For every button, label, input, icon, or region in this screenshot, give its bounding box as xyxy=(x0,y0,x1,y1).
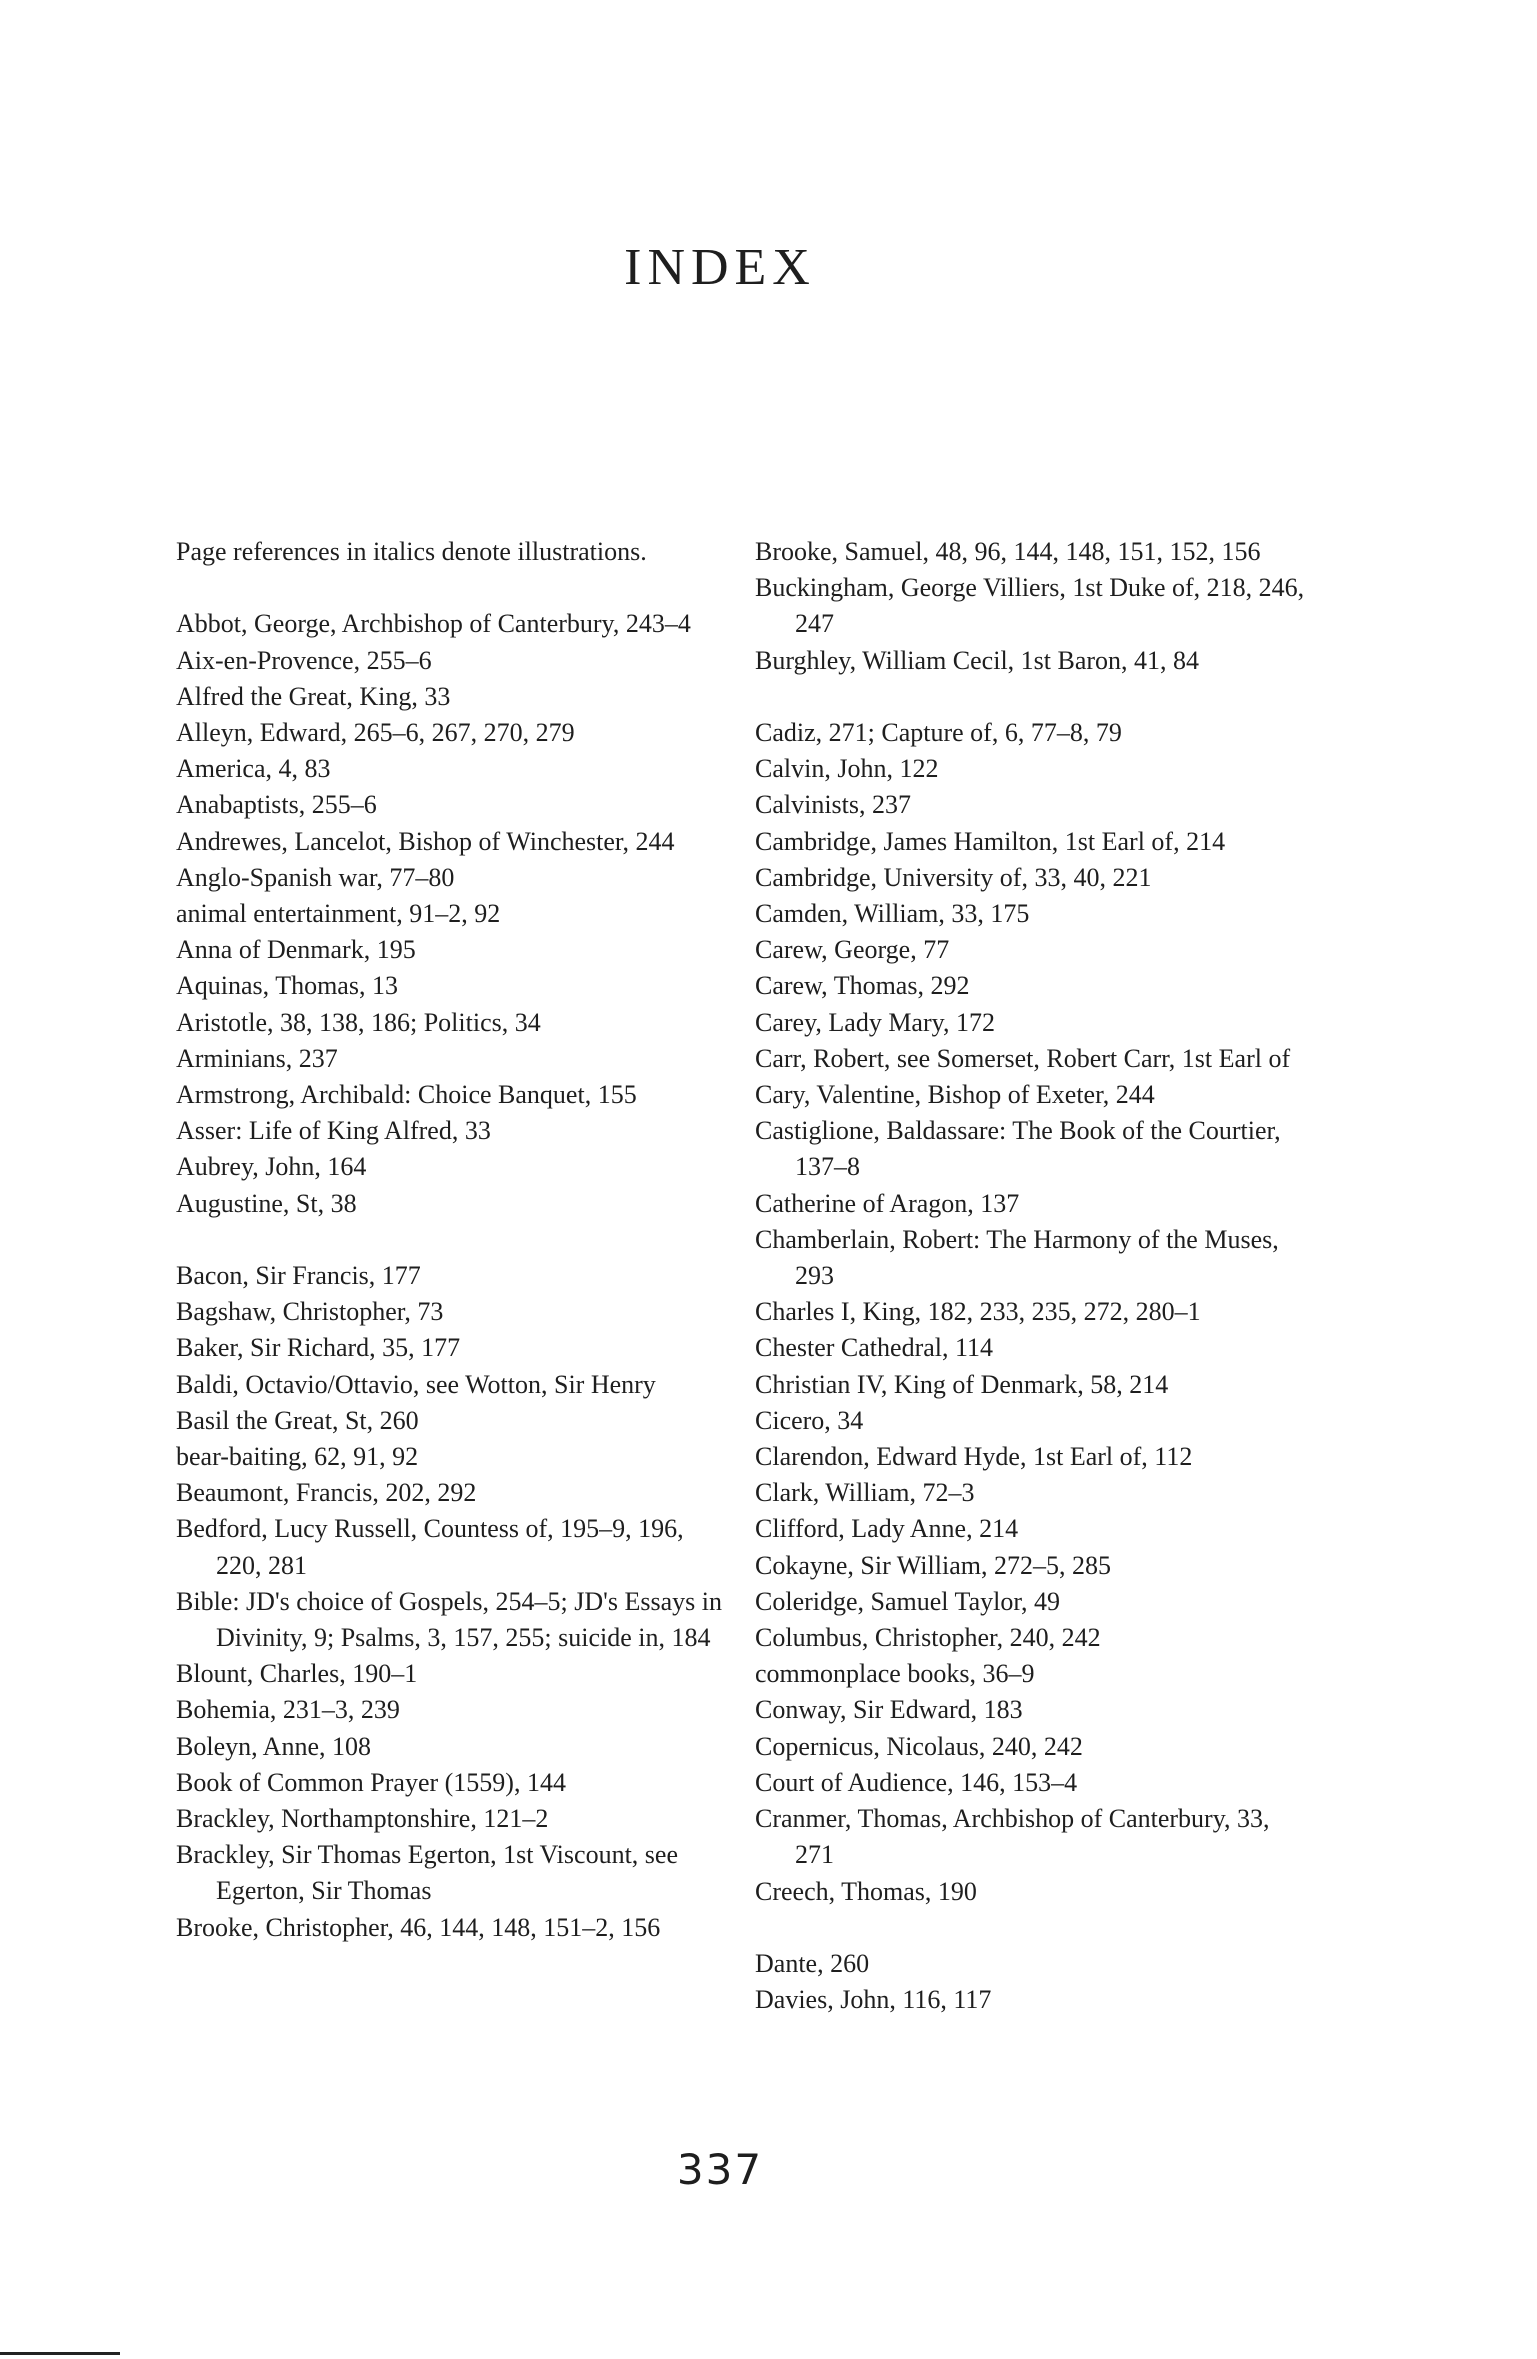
index-entry: Carew, George, 77 xyxy=(755,935,950,965)
index-entry: Bacon, Sir Francis, 177 xyxy=(176,1261,421,1291)
index-entry: Cambridge, University of, 33, 40, 221 xyxy=(755,862,1152,892)
index-entry: animal entertainment, 91–2, 92 xyxy=(176,899,501,929)
index-entry: commonplace books, 36–9 xyxy=(755,1659,1035,1689)
index-entry: Aubrey, John, 164 xyxy=(176,1152,367,1182)
index-entry: Augustine, St, 38 xyxy=(176,1188,357,1218)
index-entry: Cary, Valentine, Bishop of Exeter, 244 xyxy=(755,1080,1155,1110)
index-section-b xyxy=(176,1258,726,1946)
index-entry: Calvin, John, 122 xyxy=(755,754,939,784)
index-entry: Court of Audience, 146, 153–4 xyxy=(755,1767,1078,1797)
index-entry: Cadiz, 271; Capture of, 6, 77–8, 79 xyxy=(755,718,1122,747)
index-entry: Aristotle, 38, 138, 186; Politics, 34 xyxy=(176,1007,541,1037)
index-entry: Alleyn, Edward, 265–6, 267, 270, 279 xyxy=(176,718,575,747)
index-entry: Creech, Thomas, 190 xyxy=(755,1876,977,1906)
index-entry: Castiglione, Baldassare: The Book of the Courtier, 137–8 xyxy=(755,1116,1281,1182)
index-entry: Chester Cathedral, 114 xyxy=(755,1333,994,1363)
index-entry: Chamberlain, Robert: The Harmony of the Muses, 293 xyxy=(755,1224,1279,1291)
index-entry: Burghley, William Cecil, 1st Baron, 41, 84 xyxy=(755,645,1200,675)
section-gap xyxy=(755,1910,1315,1946)
index-entry: Armstrong, Archibald: Choice Banquet, 155 xyxy=(176,1080,637,1110)
index-entry: America, 4, 83 xyxy=(176,754,331,784)
index-entry: Bedford, Lucy Russell, Countess of, 195–9, 196, 220, 281 xyxy=(176,1514,684,1580)
index-entry: Cicero, 34 xyxy=(755,1405,864,1435)
index-entry: Copernicus, Nicolaus, 240, 242 xyxy=(755,1731,1083,1761)
index-entry: Clark, William, 72–3 xyxy=(755,1478,975,1508)
index-entry: Brackley, Sir Thomas Egerton, 1st Viscount, see Egerton, Sir Thomas xyxy=(176,1840,678,1906)
index-section-a xyxy=(176,606,726,1221)
index-entry: Abbot, George, Archbishop of Canterbury, 243–4 xyxy=(176,609,691,639)
index-entry: Cokayne, Sir William, 272–5, 285 xyxy=(755,1550,1111,1580)
index-entry: Bagshaw, Christopher, 73 xyxy=(176,1297,444,1327)
index-entry: Book of Common Prayer (1559), 144 xyxy=(176,1767,566,1797)
index-entry: Cranmer, Thomas, Archbishop of Canterbury, 33, 271 xyxy=(755,1804,1270,1870)
index-entry: Boleyn, Anne, 108 xyxy=(176,1731,371,1761)
index-entry: Beaumont, Francis, 202, 292 xyxy=(176,1478,477,1508)
section-gap xyxy=(755,679,1315,715)
index-entry: Buckingham, George Villiers, 1st Duke of, 218, 246, 247 xyxy=(755,573,1305,639)
index-entry: Columbus, Christopher, 240, 242 xyxy=(755,1623,1101,1653)
index-entry: Coleridge, Samuel Taylor, 49 xyxy=(755,1586,1060,1616)
index-entry: Basil the Great, St, 260 xyxy=(176,1405,419,1435)
section-gap xyxy=(176,570,726,606)
index-entry: Clifford, Lady Anne, 214 xyxy=(755,1514,1019,1544)
index-entry: Bohemia, 231–3, 239 xyxy=(176,1695,400,1725)
index-entry: Aquinas, Thomas, 13 xyxy=(176,971,398,1001)
index-entry: Baldi, Octavio/Ottavio, see Wotton, Sir Henry xyxy=(176,1369,656,1399)
index-section-d xyxy=(755,1946,1315,2018)
scan-edge-line xyxy=(0,2352,120,2355)
index-entry: Carr, Robert, see Somerset, Robert Carr, 1st Earl of xyxy=(755,1043,1291,1073)
index-entry: Brackley, Northamptonshire, 121–2 xyxy=(176,1804,549,1834)
index-column-left xyxy=(176,534,726,1946)
index-entry: Clarendon, Edward Hyde, 1st Earl of, 112 xyxy=(755,1442,1193,1472)
index-column-right xyxy=(755,534,1315,2018)
index-entry: Conway, Sir Edward, 183 xyxy=(755,1695,1023,1725)
index-entry: Asser: Life of King Alfred, 33 xyxy=(176,1116,491,1146)
index-entry: Blount, Charles, 190–1 xyxy=(176,1659,418,1689)
index-intro-note: Page references in italics denote illustrations. xyxy=(176,537,647,566)
index-entry: Anabaptists, 255–6 xyxy=(176,790,377,820)
index-entry: Charles I, King, 182, 233, 235, 272, 280–1 xyxy=(755,1297,1201,1327)
index-entry: Arminians, 237 xyxy=(176,1043,338,1073)
index-entry: Baker, Sir Richard, 35, 177 xyxy=(176,1333,461,1363)
index-entry: Carey, Lady Mary, 172 xyxy=(755,1007,995,1037)
page-number: 337 xyxy=(676,2145,764,2194)
index-entry: Aix-en-Provence, 255–6 xyxy=(176,645,432,675)
index-entry: Bible: JD's choice of Gospels, 254–5; JD's Essays in Divinity, 9; Psalms, 3, 157, 255; suicide in, 184 xyxy=(176,1586,722,1653)
index-entry: Camden, William, 33, 175 xyxy=(755,899,1030,929)
index-entry: Anglo-Spanish war, 77–80 xyxy=(176,862,455,892)
index-entry: Andrewes, Lancelot, Bishop of Winchester, 244 xyxy=(176,826,675,856)
index-entry: bear-baiting, 62, 91, 92 xyxy=(176,1442,419,1472)
index-entry: Cambridge, James Hamilton, 1st Earl of, 214 xyxy=(755,826,1226,856)
index-entry: Brooke, Samuel, 48, 96, 144, 148, 151, 152, 156 xyxy=(755,537,1261,566)
index-entry: Brooke, Christopher, 46, 144, 148, 151–2, 156 xyxy=(176,1912,661,1942)
index-entry: Dante, 260 xyxy=(755,1948,870,1978)
index-entry: Alfred the Great, King, 33 xyxy=(176,681,451,711)
index-entry: Catherine of Aragon, 137 xyxy=(755,1188,1020,1218)
index-entry: Calvinists, 237 xyxy=(755,790,912,820)
index-entry: Davies, John, 116, 117 xyxy=(755,1985,992,2015)
index-entry: Anna of Denmark, 195 xyxy=(176,935,416,965)
index-section-c xyxy=(755,715,1315,1910)
index-section-b-continued xyxy=(755,534,1315,679)
section-gap xyxy=(176,1222,726,1258)
page-title: INDEX xyxy=(624,239,816,296)
index-entry: Carew, Thomas, 292 xyxy=(755,971,970,1001)
index-entry: Christian IV, King of Denmark, 58, 214 xyxy=(755,1369,1169,1399)
